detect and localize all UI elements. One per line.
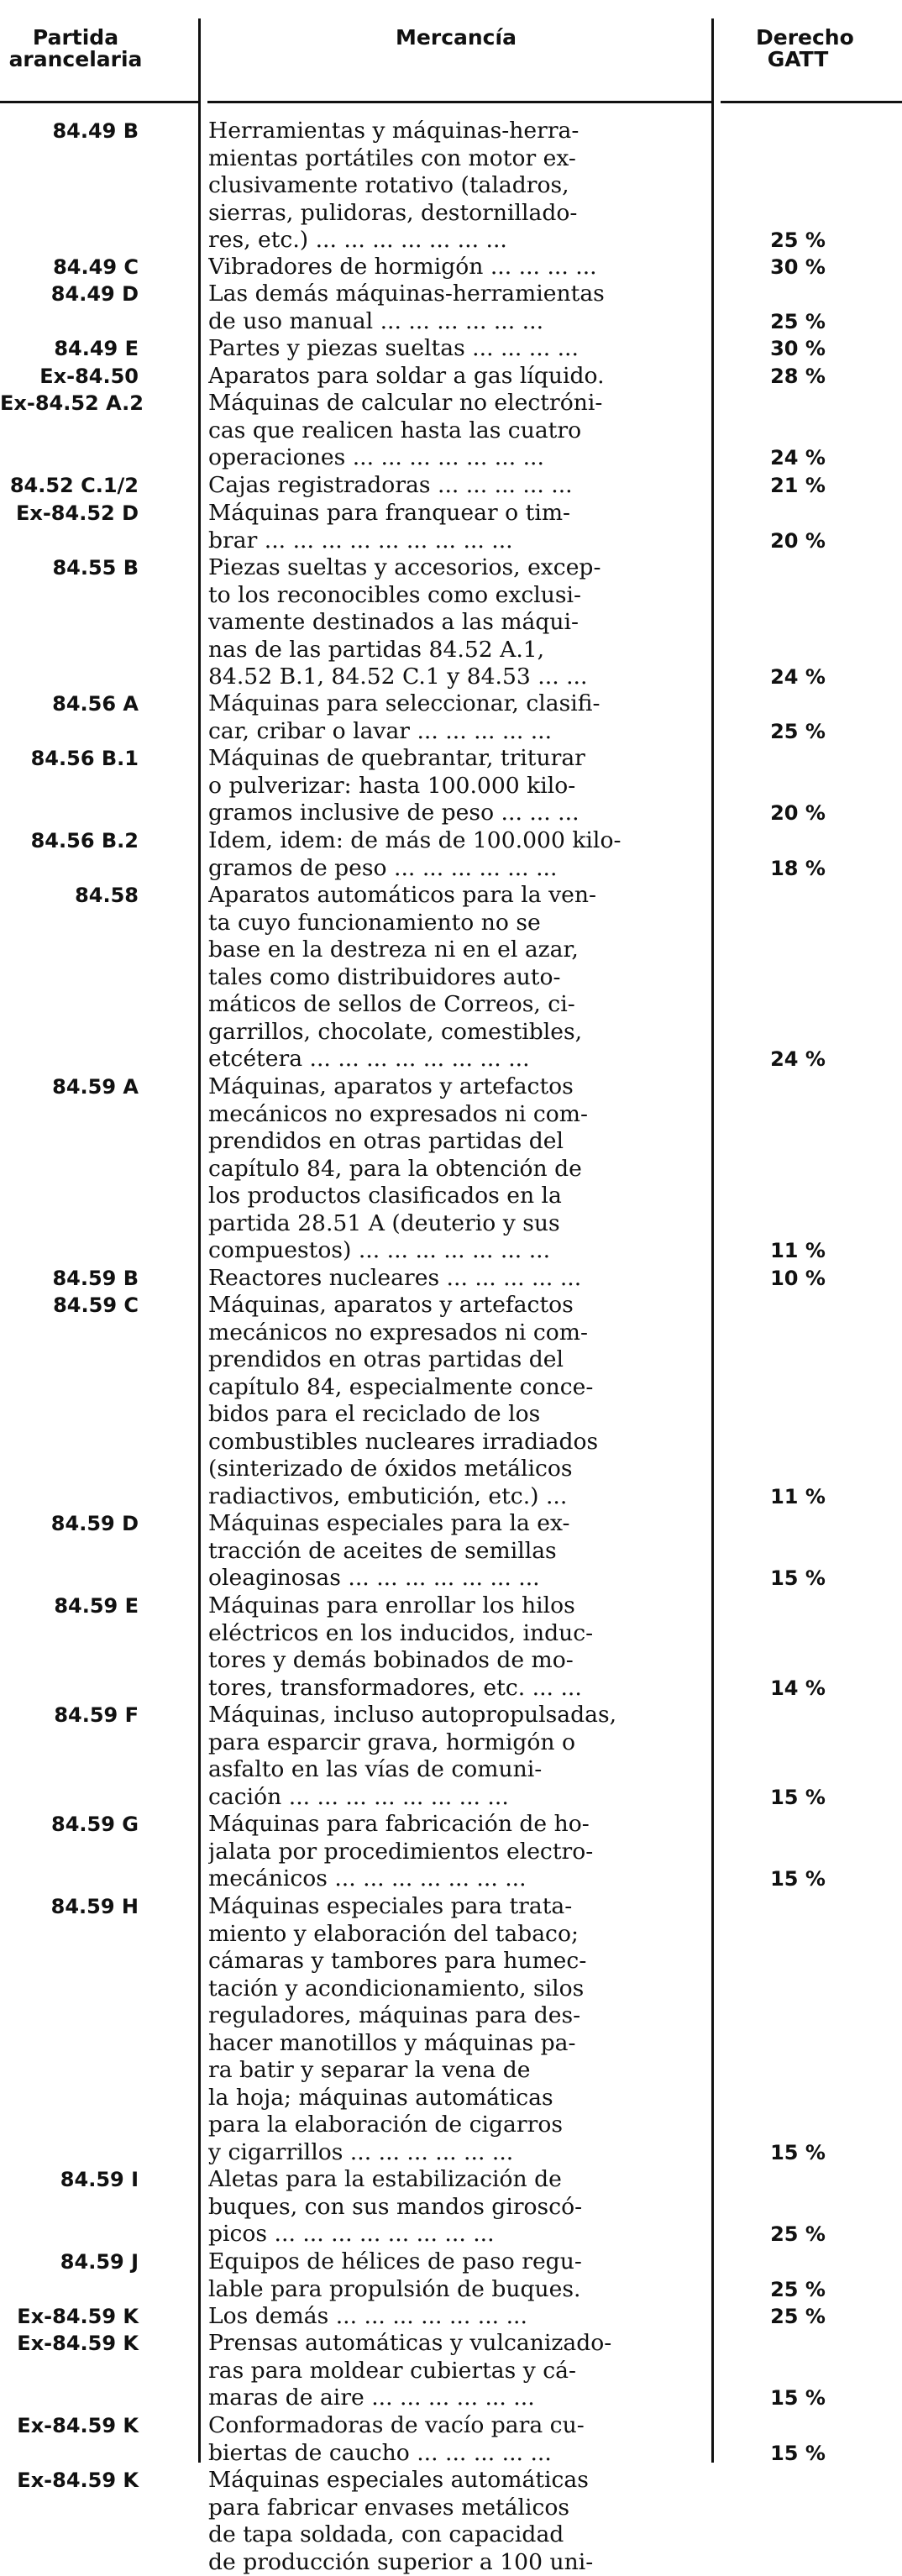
table-row (0, 745, 902, 827)
description-line: Equipos de hélices de paso regu- (208, 2248, 704, 2276)
table-row (0, 472, 902, 500)
tariff-code: 84.59 C (0, 1292, 139, 1319)
header-mercancia: Mercancía (208, 27, 704, 49)
description-line: Aparatos para soldar a gas líquido. (208, 363, 704, 391)
gatt-duty: 24 % (756, 664, 840, 691)
tariff-code: 84.58 (0, 882, 139, 910)
description-line: Los demás ... ... ... ... ... ... ... (208, 2303, 704, 2331)
goods-description (208, 827, 704, 882)
table-row (0, 2166, 902, 2248)
description-line: Conformadoras de vacío para cu- (208, 2412, 704, 2440)
tariff-code: 84.59 H (0, 1893, 139, 1921)
description-line: Máquinas de calcular no electróni- (208, 390, 704, 417)
goods-description (208, 1265, 704, 1293)
description-line: Máquinas, incluso autopropulsadas, (208, 1702, 704, 1729)
description-line: capítulo 84, especialmente conce- (208, 1374, 704, 1402)
goods-description (208, 1811, 704, 1893)
description-line: partida 28.51 A (deuterio y sus (208, 1210, 704, 1238)
tariff-code: 84.59 A (0, 1073, 139, 1101)
goods-description (208, 1702, 704, 1811)
tariff-code: Ex-84.52 A.2 (0, 390, 139, 417)
description-line: Partes y piezas sueltas ... ... ... ... (208, 335, 704, 363)
goods-description (208, 554, 704, 691)
description-line: Herramientas y máquinas-herra- (208, 118, 704, 145)
description-line: biertas de caucho ... ... ... ... ... (208, 2440, 704, 2468)
header-derecho (756, 27, 840, 71)
description-line: Vibradores de hormigón ... ... ... ... (208, 254, 704, 281)
tariff-code: 84.49 E (0, 335, 139, 363)
description-line: picos ... ... ... ... ... ... ... ... (208, 2221, 704, 2248)
description-line: tación y acondicionamiento, silos (208, 1975, 704, 2003)
tariff-code: Ex-84.59 K (0, 2467, 139, 2495)
description-line: Piezas sueltas y accesorios, excep- (208, 554, 704, 582)
description-line: tracción de aceites de semillas (208, 1538, 704, 1566)
gatt-duty: 14 % (756, 1675, 840, 1702)
description-line: mientas portátiles con motor ex- (208, 145, 704, 173)
description-line: combustibles nucleares irradiados (208, 1429, 704, 1456)
description-line: para esparcir grava, hormigón o (208, 1729, 704, 1757)
table-row (0, 500, 902, 554)
description-line: reguladores, máquinas para des- (208, 2002, 704, 2030)
description-line: Máquinas para franquear o tim- (208, 500, 704, 527)
goods-description (208, 690, 704, 745)
table-row (0, 2248, 902, 2303)
table-row (0, 2303, 902, 2331)
table-row (0, 1292, 902, 1510)
description-line: miento y elaboración del tabaco; (208, 1921, 704, 1949)
description-line: ta cuyo funcionamiento no se (208, 910, 704, 937)
gatt-duty: 15 % (756, 2385, 840, 2412)
gatt-duty: 15 % (756, 1784, 840, 1812)
gatt-duty: 20 % (756, 800, 840, 827)
header-rule-middle (207, 101, 711, 103)
table-row (0, 1811, 902, 1893)
tariff-code: Ex-84.59 K (0, 2303, 139, 2331)
description-line: Idem, idem: de más de 100.000 kilo- (208, 827, 704, 855)
goods-description (208, 2412, 704, 2467)
table-row (0, 1510, 902, 1592)
goods-description (208, 2166, 704, 2248)
header-derecho-line1: Derecho (756, 27, 840, 49)
description-line: cámaras y tambores para humec- (208, 1948, 704, 1975)
description-line: Las demás máquinas-herramientas (208, 281, 704, 308)
description-line: Máquinas para seleccionar, clasifi- (208, 690, 704, 718)
goods-description (208, 254, 704, 281)
tariff-code: 84.56 A (0, 690, 139, 718)
description-line: sierras, pulidoras, destornillado- (208, 200, 704, 228)
description-line: mecánicos no expresados ni com- (208, 1319, 704, 1347)
description-line: etcétera ... ... ... ... ... ... ... ... (208, 1046, 704, 1073)
table-row (0, 118, 902, 254)
table-row (0, 335, 902, 363)
table-row (0, 254, 902, 281)
description-line: lable para propulsión de buques. (208, 2276, 704, 2304)
tariff-code: Ex-84.59 K (0, 2412, 139, 2440)
gatt-duty: 24 % (756, 444, 840, 472)
description-line: o pulverizar: hasta 100.000 kilo- (208, 773, 704, 800)
description-line: Máquinas para enrollar los hilos (208, 1592, 704, 1620)
description-line: base en la destreza ni en el azar, (208, 936, 704, 964)
header-partida (0, 27, 151, 71)
description-line: compuestos) ... ... ... ... ... ... ... (208, 1237, 704, 1265)
gatt-duty: 11 % (756, 1237, 840, 1265)
goods-description (208, 1073, 704, 1265)
gatt-duty: 30 % (756, 335, 840, 363)
description-line: para fabricar envases metálicos (208, 2495, 704, 2522)
description-line: Prensas automáticas y vulcanizado- (208, 2330, 704, 2358)
gatt-duty: 15 % (756, 1865, 840, 1893)
tariff-code: 84.49 C (0, 254, 139, 281)
gatt-duty: 25 % (756, 2221, 840, 2248)
description-line: Máquinas especiales automáticas (208, 2467, 704, 2495)
description-line: (sinterizado de óxidos metálicos (208, 1456, 704, 1483)
description-line: hacer manotillos y máquinas pa- (208, 2030, 704, 2058)
goods-description (208, 335, 704, 363)
header-partida-line1: Partida (0, 27, 151, 49)
goods-description (208, 390, 704, 472)
goods-description (208, 1893, 704, 2166)
description-line: asfalto en las vías de comuni- (208, 1756, 704, 1784)
description-line: bidos para el reciclado de los (208, 1401, 704, 1429)
gatt-duty: 15 % (756, 2139, 840, 2167)
description-line: to los reconocibles como exclusi- (208, 582, 704, 610)
gatt-duty: 15 % (756, 2440, 840, 2468)
description-line: Máquinas de quebrantar, triturar (208, 745, 704, 773)
description-line: para la elaboración de cigarros (208, 2112, 704, 2139)
table-row (0, 363, 902, 391)
header-rule-right (721, 101, 902, 103)
description-line: la hoja; máquinas automáticas (208, 2085, 704, 2112)
description-line: Máquinas especiales para trata- (208, 1893, 704, 1921)
tariff-code: Ex-84.52 D (0, 500, 139, 527)
table-row (0, 2467, 902, 2576)
description-line: tales como distribuidores auto- (208, 964, 704, 992)
table-row (0, 554, 902, 691)
description-line: Máquinas, aparatos y artefactos (208, 1073, 704, 1101)
description-line: Máquinas, aparatos y artefactos (208, 1292, 704, 1319)
table-row (0, 1893, 902, 2166)
tariff-code: 84.59 E (0, 1592, 139, 1620)
table-row (0, 1265, 902, 1293)
description-line: jalata por procedimientos electro- (208, 1839, 704, 1866)
description-line: buques, con sus mandos giroscó- (208, 2194, 704, 2222)
description-line: gramos de peso ... ... ... ... ... ... (208, 855, 704, 883)
description-line: los productos clasificados en la (208, 1183, 704, 1210)
description-line: eléctricos en los inducidos, induc- (208, 1620, 704, 1648)
description-line: tores, transformadores, etc. ... ... (208, 1675, 704, 1702)
description-line: car, cribar o lavar ... ... ... ... ... (208, 718, 704, 746)
table-row (0, 2330, 902, 2412)
tariff-code: 84.56 B.1 (0, 745, 139, 773)
gatt-duty: 25 % (756, 308, 840, 336)
tariff-code: 84.49 B (0, 118, 139, 145)
description-line: oleaginosas ... ... ... ... ... ... ... (208, 1565, 704, 1592)
tariff-code: 84.49 D (0, 281, 139, 308)
table-row (0, 1702, 902, 1811)
tariff-code: Ex-84.50 (0, 363, 139, 391)
description-line: maras de aire ... ... ... ... ... ... (208, 2385, 704, 2412)
header-derecho-line2: GATT (756, 49, 840, 71)
description-line: ra batir y separar la vena de (208, 2057, 704, 2085)
table-row (0, 1073, 902, 1265)
description-line: de tapa soldada, con capacidad (208, 2521, 704, 2549)
tariff-code: 84.59 D (0, 1510, 139, 1538)
description-line: res, etc.) ... ... ... ... ... ... ... (208, 227, 704, 254)
description-line: mecánicos ... ... ... ... ... ... ... (208, 1865, 704, 1893)
table-row (0, 882, 902, 1073)
goods-description (208, 1592, 704, 1702)
description-line: garrillos, chocolate, comestibles, (208, 1019, 704, 1047)
gatt-duty: 10 % (756, 1265, 840, 1293)
description-line: radiactivos, embutición, etc.) ... (208, 1483, 704, 1511)
tariff-code: 84.59 J (0, 2248, 139, 2276)
gatt-duty: 11 % (756, 1483, 840, 1511)
tariff-code: 84.52 C.1/2 (0, 472, 139, 500)
gatt-duty: 28 % (756, 363, 840, 391)
table-row (0, 2412, 902, 2467)
description-line: clusivamente rotativo (taladros, (208, 172, 704, 200)
gatt-duty: 20 % (756, 527, 840, 555)
description-line: y cigarrillos ... ... ... ... ... ... (208, 2139, 704, 2167)
goods-description (208, 2467, 704, 2576)
tariff-code: 84.59 G (0, 1811, 139, 1839)
tariff-code: 84.55 B (0, 554, 139, 582)
goods-description (208, 500, 704, 554)
description-line: brar ... ... ... ... ... ... ... ... ... (208, 527, 704, 555)
goods-description (208, 1510, 704, 1592)
gatt-duty: 24 % (756, 1046, 840, 1073)
table-row (0, 390, 902, 472)
table-row (0, 1592, 902, 1702)
description-line: capítulo 84, para la obtención de (208, 1156, 704, 1183)
goods-description (208, 745, 704, 827)
gatt-duty: 25 % (756, 718, 840, 746)
table-row (0, 827, 902, 882)
description-line: Reactores nucleares ... ... ... ... ... (208, 1265, 704, 1293)
gatt-duty: 21 % (756, 472, 840, 500)
description-line: Cajas registradoras ... ... ... ... ... (208, 472, 704, 500)
description-line: prendidos en otras partidas del (208, 1346, 704, 1374)
gatt-duty: 15 % (756, 1565, 840, 1592)
description-line: 84.52 B.1, 84.52 C.1 y 84.53 ... ... (208, 664, 704, 691)
description-line: Aletas para la estabilización de (208, 2166, 704, 2194)
description-line: vamente destinados a las máqui- (208, 609, 704, 637)
description-line: Máquinas especiales para la ex- (208, 1510, 704, 1538)
gatt-duty: 18 % (756, 855, 840, 883)
goods-description (208, 472, 704, 500)
tariff-code: 84.59 B (0, 1265, 139, 1293)
goods-description (208, 281, 704, 335)
description-line: ras para moldear cubiertas y cá- (208, 2358, 704, 2385)
goods-description (208, 363, 704, 391)
description-line: mecánicos no expresados ni com- (208, 1101, 704, 1129)
description-line: nas de las partidas 84.52 A.1, (208, 637, 704, 664)
table-row (0, 690, 902, 745)
header-rule-left (0, 101, 198, 103)
description-line: tores y demás bobinados de mo- (208, 1647, 704, 1675)
description-line: prendidos en otras partidas del (208, 1128, 704, 1156)
tariff-code: 84.59 F (0, 1702, 139, 1729)
gatt-duty: 25 % (756, 227, 840, 254)
gatt-duty: 30 % (756, 254, 840, 281)
goods-description (208, 2248, 704, 2303)
description-line: operaciones ... ... ... ... ... ... ... (208, 444, 704, 472)
description-line: Máquinas para fabricación de ho- (208, 1811, 704, 1839)
description-line: de producción superior a 100 uni- (208, 2549, 704, 2576)
gatt-duty: 25 % (756, 2303, 840, 2331)
description-line: cación ... ... ... ... ... ... ... ... (208, 1784, 704, 1812)
header-partida-line2: arancelaria (0, 49, 151, 71)
description-line: gramos inclusive de peso ... ... ... (208, 800, 704, 827)
description-line: máticos de sellos de Correos, ci- (208, 991, 704, 1019)
goods-description (208, 1292, 704, 1510)
tariff-code: Ex-84.59 K (0, 2330, 139, 2358)
goods-description (208, 2330, 704, 2412)
description-line: Aparatos automáticos para la ven- (208, 882, 704, 910)
tariff-code: 84.59 I (0, 2166, 139, 2194)
description-line: cas que realicen hasta las cuatro (208, 417, 704, 445)
goods-description (208, 118, 704, 254)
goods-description (208, 882, 704, 1073)
description-line: de uso manual ... ... ... ... ... ... (208, 308, 704, 336)
gatt-duty: 25 % (756, 2276, 840, 2304)
tariff-code: 84.56 B.2 (0, 827, 139, 855)
goods-description (208, 2303, 704, 2331)
table-row (0, 281, 902, 335)
